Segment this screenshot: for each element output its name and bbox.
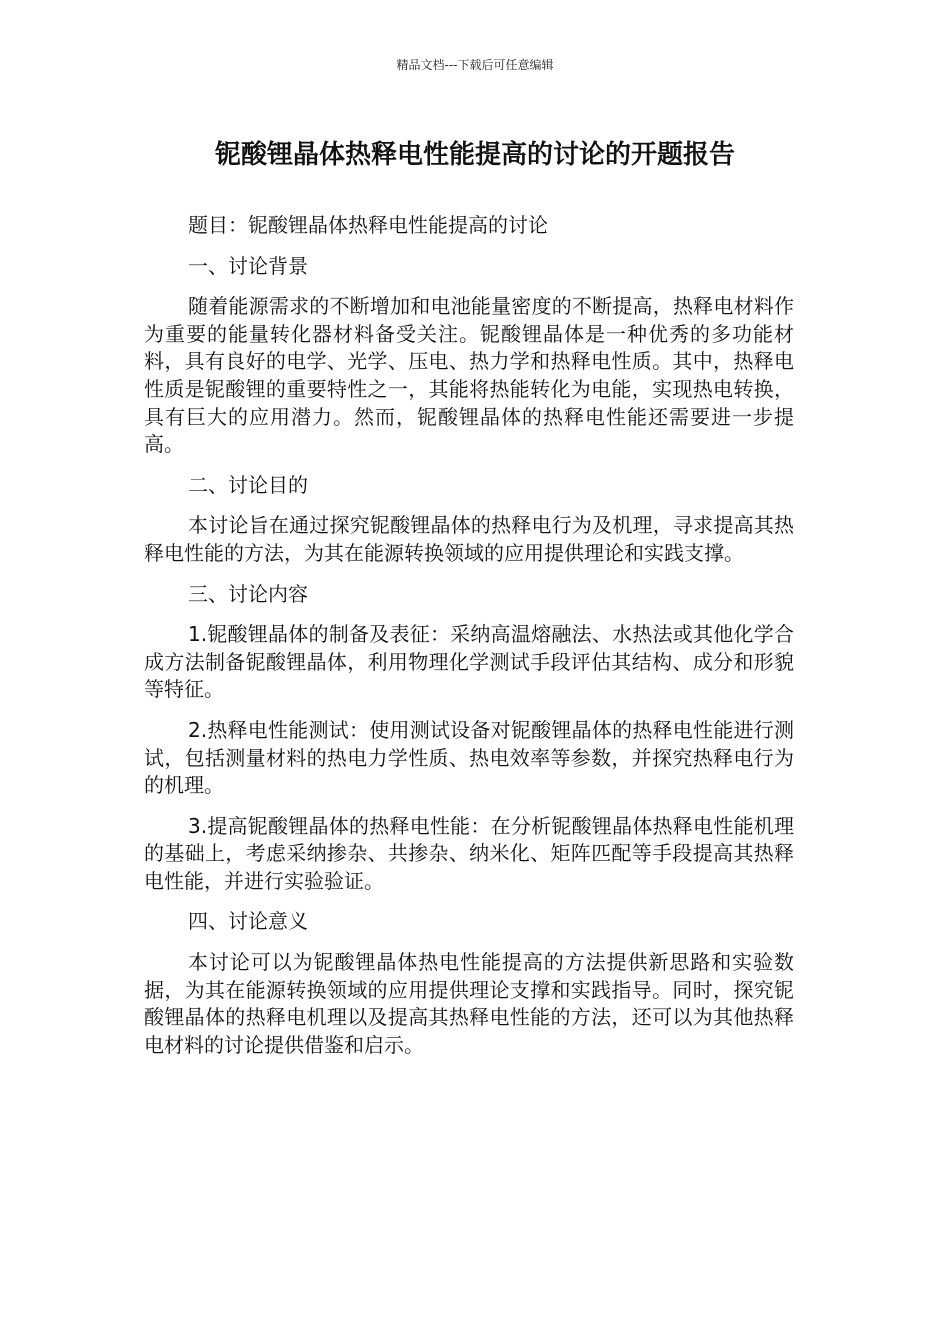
document-title: 铌酸锂晶体热释电性能提高的讨论的开题报告 — [214, 140, 735, 170]
section-heading-significance: 四、讨论意义 — [188, 909, 308, 934]
section-heading-background: 一、讨论背景 — [188, 253, 308, 278]
section-paragraph-significance: 本讨论可以为铌酸锂晶体热电性能提高的方法提供新思路和实验数据，为其在能源转换领域的应用提供理论支撑和实践指导。同时，探究铌酸锂晶体的热释电机理以及提高其热释电性能的方法，还可以为其他热释电材料的讨论提供借鉴和启示。 — [144, 950, 794, 1057]
section-paragraph-purpose: 本讨论旨在通过探究铌酸锂晶体的热释电行为及机理，寻求提高其热释电性能的方法，为其在能源转换领域的应用提供理论和实践支撑。 — [144, 513, 794, 565]
section-heading-purpose: 二、讨论目的 — [188, 472, 308, 497]
content-item: 3.提高铌酸锂晶体的热释电性能：在分析铌酸锂晶体热释电性能机理的基础上，考虑采纳掺杂、共掺杂、纳米化、矩阵匹配等手段提高其热释电性能，并进行实验验证。 — [144, 813, 794, 893]
subject-line: 题目：铌酸锂晶体热释电性能提高的讨论 — [188, 213, 548, 237]
header-note: 精品文档---下载后可任意编辑 — [396, 58, 554, 72]
section-paragraph-background: 随着能源需求的不断增加和电池能量密度的不断提高，热释电材料作为重要的能量转化器材料备受关注。铌酸锂晶体是一种优秀的多功能材料，具有良好的电学、光学、压电、热力学和热释电性质。其中，热释电性质是铌酸锂的重要特性之一，其能将热能转化为电能，实现热电转换，具有巨大的应用潜力。然而，铌酸锂晶体的热释电性能还需要进一步提高。 — [144, 294, 794, 457]
document-body — [144, 212, 794, 1072]
content-item: 2.热释电性能测试：使用测试设备对铌酸锂晶体的热释电性能进行测试，包括测量材料的热电力学性质、热电效率等参数，并探究热释电行为的机理。 — [144, 717, 794, 798]
section-heading-content: 三、讨论内容 — [188, 581, 308, 606]
content-item: 1.铌酸锂晶体的制备及表征：采纳高温熔融法、水热法或其他化学合成方法制备铌酸锂晶体，利用物理化学测试手段评估其结构、成分和形貌等特征。 — [144, 622, 794, 702]
